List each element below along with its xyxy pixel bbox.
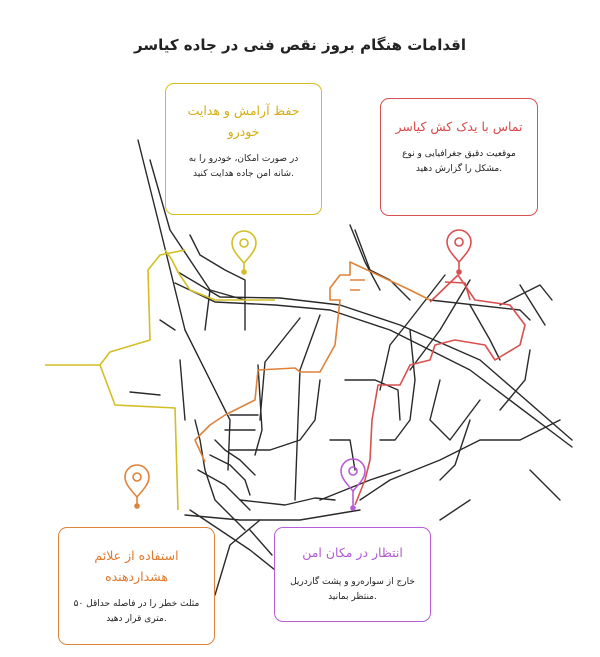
card-yellow bbox=[165, 83, 322, 215]
card-red-body: موقعیت دقیق جغرافیایی و نوع مشکل را گزارش دهید. bbox=[402, 149, 516, 174]
card-red-heading: تماس با یدک کش کیاسر bbox=[395, 119, 523, 134]
card-purple-body: خارج از سواره‌رو و پشت گاردریل منتظر بمانید. bbox=[290, 577, 415, 602]
route-orange bbox=[195, 262, 430, 462]
pin-red bbox=[447, 230, 471, 274]
route-yellow bbox=[45, 250, 275, 510]
card-red bbox=[380, 98, 538, 216]
card-orange-heading: استفاده از علائم هشداردهنده bbox=[94, 548, 179, 584]
pin-orange bbox=[125, 465, 149, 508]
card-orange bbox=[58, 527, 215, 645]
card-yellow-body: در صورت امکان، خودرو را به شانه امن جاده هدایت کنید. bbox=[188, 154, 299, 179]
card-purple-heading: انتظار در مکان امن bbox=[302, 545, 403, 560]
card-orange-body: مثلث خطر را در فاصله حداقل ۵۰ متری قرار دهید. bbox=[73, 599, 200, 624]
pin-yellow bbox=[232, 231, 256, 274]
pin-purple bbox=[341, 459, 365, 510]
card-purple bbox=[274, 527, 431, 622]
card-yellow-heading: حفظ آرامش و هدایت خودرو bbox=[187, 103, 300, 139]
diagram-title: اقدامات هنگام بروز نقص فنی در جاده کیاسر bbox=[133, 36, 466, 54]
